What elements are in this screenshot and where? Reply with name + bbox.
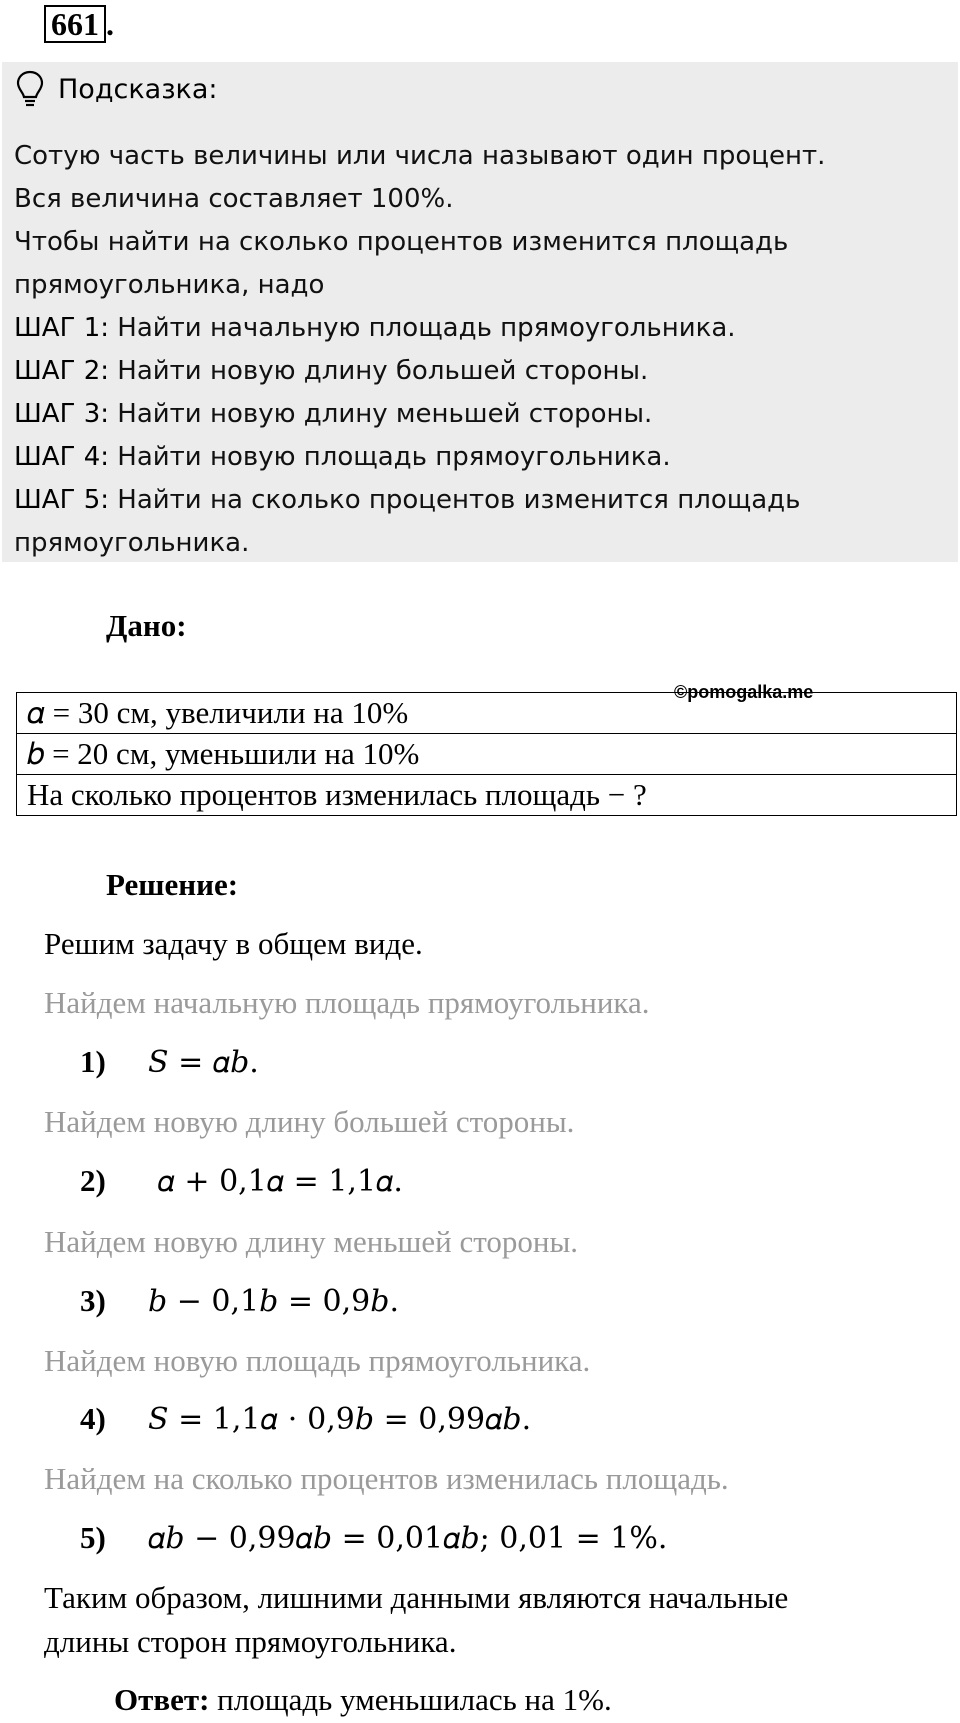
hint-step-text: Найти новую длину большей стороны. (109, 356, 649, 386)
step-comment: Найдем новую длину меньшей стороны. (44, 1224, 579, 1259)
step-formula-line (80, 1520, 667, 1556)
step-formula-line (80, 1044, 259, 1080)
hint-tail-line: прямоугольника. (14, 528, 250, 558)
hint-header (16, 70, 218, 108)
hint-intro-line: прямоугольника, надо (14, 270, 325, 300)
step-comment: Найдем начальную площадь прямоугольника. (44, 985, 650, 1020)
hint-intro-line: Чтобы найти на сколько процентов изменится площадь (14, 227, 789, 257)
hint-step-label: ШАГ 1: (14, 313, 110, 343)
given-title: Дано: (106, 608, 187, 643)
step-formula-line (80, 1283, 399, 1319)
hint-step-label: ШАГ 2: (14, 356, 110, 386)
problem-number-box: 661 (44, 5, 106, 43)
step-number: 3) (80, 1283, 106, 1318)
lightbulb-icon (16, 70, 44, 108)
given-row (17, 693, 957, 734)
hint-step (14, 350, 825, 393)
step-formula: 𝑏 − 0,1𝑏 = 0,9𝑏. (148, 1284, 399, 1319)
step-formula: 𝑆 = 𝛼𝑏. (148, 1045, 259, 1080)
answer-text: площадь уменьшилась на 1%. (209, 1682, 612, 1717)
hint-step-text: Найти начальную площадь прямоугольника. (109, 313, 736, 343)
hint-step-text: Найти на сколько процентов изменится площадь (109, 485, 801, 515)
conclusion-line: длины сторон прямоугольника. (44, 1624, 457, 1659)
step-comment: Найдем новую длину большей стороны. (44, 1104, 575, 1139)
hint-intro-line: Вся величина составляет 100%. (14, 184, 454, 214)
hint-step (14, 479, 825, 522)
given-cell: 𝛼 = 30 см, увеличили на 10% (17, 693, 957, 734)
watermark: ©pomogalka.me (674, 682, 814, 702)
step-number: 4) (80, 1401, 106, 1436)
given-row (17, 734, 957, 775)
step-formula-line (80, 1163, 403, 1199)
problem-number-dot: . (106, 6, 114, 42)
hint-step (14, 307, 825, 350)
given-row (17, 775, 957, 816)
hint-step-text: Найти новую площадь прямоугольника. (109, 442, 671, 472)
hint-step-label: ШАГ 5: (14, 485, 110, 515)
answer-line (114, 1682, 612, 1718)
hint-step-label: ШАГ 3: (14, 399, 110, 429)
step-number: 5) (80, 1520, 106, 1555)
hint-intro-line: Сотую часть величины или числа называют один процент. (14, 141, 826, 171)
step-comment: Найдем на сколько процентов изменилась площадь. (44, 1461, 729, 1496)
hint-step-label: ШАГ 4: (14, 442, 110, 472)
step-number: 2) (80, 1163, 106, 1198)
step-formula: 𝛼 + 0,1𝛼 = 1,1𝛼. (148, 1164, 403, 1199)
step-formula: 𝑆 = 1,1𝛼 ⋅ 0,9𝑏 = 0,99𝛼𝑏. (148, 1402, 532, 1437)
answer-label: Ответ: (114, 1682, 210, 1717)
step-formula: 𝛼𝑏 − 0,99𝛼𝑏 = 0,01𝛼𝑏; 0,01 = 1%. (148, 1521, 668, 1556)
given-cell: На сколько процентов изменилась площадь − ? (17, 775, 957, 816)
solution-intro: Решим задачу в общем виде. (44, 926, 423, 961)
hint-text (14, 135, 825, 565)
step-number: 1) (80, 1044, 106, 1079)
step-formula-line (80, 1401, 531, 1437)
hint-title: Подсказка: (58, 73, 218, 105)
solution-title: Решение: (106, 867, 239, 902)
step-comment: Найдем новую площадь прямоугольника. (44, 1343, 591, 1378)
given-cell: 𝑏 = 20 см, уменьшили на 10% (17, 734, 957, 775)
hint-step (14, 393, 825, 436)
problem-number (44, 5, 114, 43)
given-table (16, 692, 957, 816)
conclusion-line: Таким образом, лишними данными являются начальные (44, 1580, 789, 1615)
hint-step (14, 436, 825, 479)
hint-step-text: Найти новую длину меньшей стороны. (109, 399, 653, 429)
